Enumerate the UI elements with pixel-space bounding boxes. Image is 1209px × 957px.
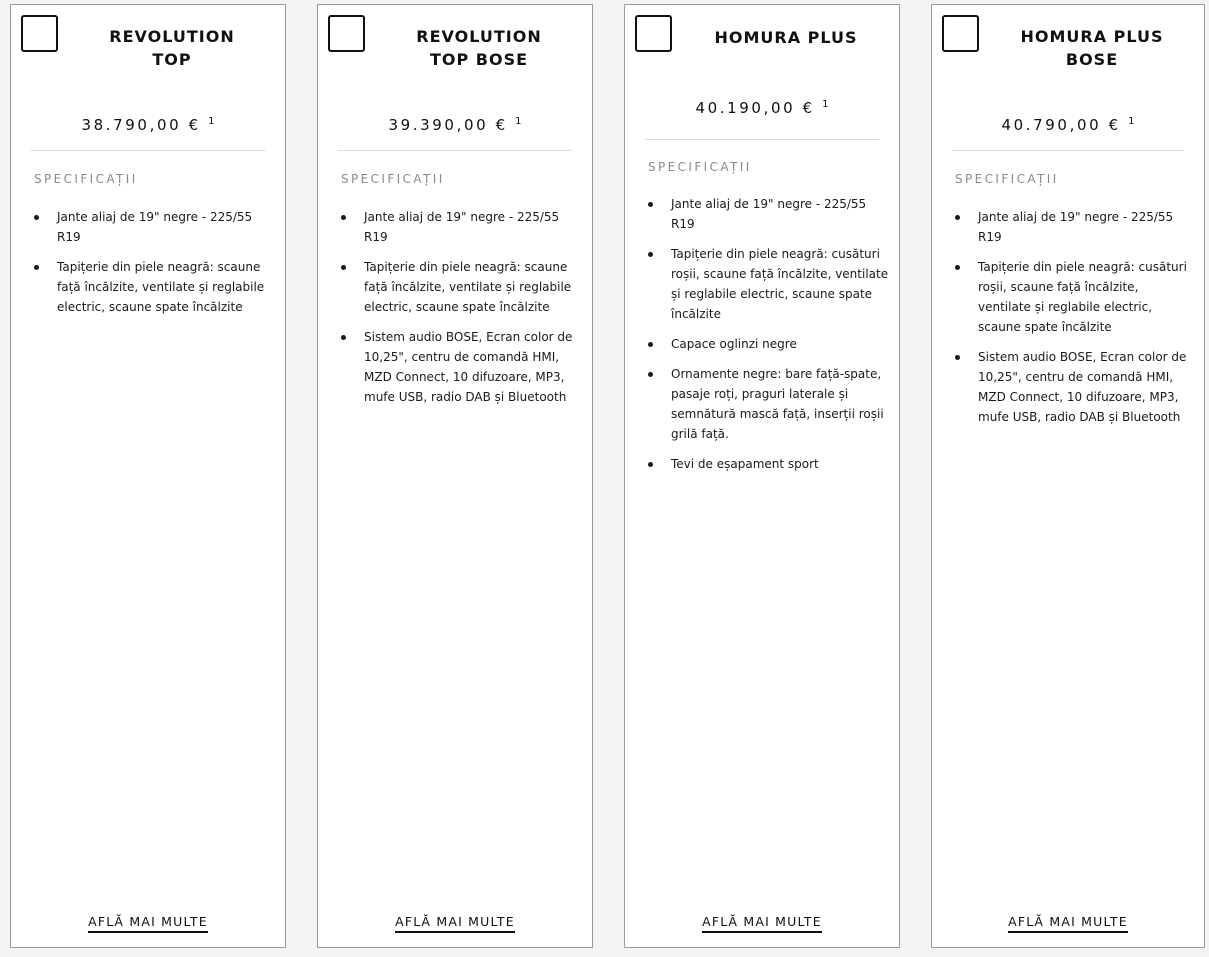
spec-item: Sistem audio BOSE, Ecran color de 10,25", centru de comandă HMI, MZD Connect, 10 difuzoare, MP3, mufe USB, radio DAB și Bluetooth [341, 327, 582, 407]
spec-item: Tapițerie din piele neagră: cusături roșii, scaune față încălzite, ventilate și reglabile electric, scaune spate încălzite [955, 257, 1194, 337]
learn-more-link[interactable]: AFLĂ MAI MULTE [1008, 914, 1128, 933]
compare-checkbox[interactable] [21, 15, 58, 52]
price-footnote: 1 [208, 116, 215, 127]
compare-checkbox[interactable] [328, 15, 365, 52]
compare-checkbox[interactable] [942, 15, 979, 52]
specs-heading: SPECIFICAȚII [34, 172, 138, 186]
trim-title: REVOLUTION TOP BOSE [416, 27, 542, 69]
trim-price [318, 116, 592, 134]
spec-item: Capace oglinzi negre [648, 334, 889, 354]
trim-card-homura-plus [624, 4, 900, 948]
price-value: 40.790,00 € [1001, 116, 1121, 134]
spec-item: Ornamente negre: bare față-spate, pasaje roți, praguri laterale și semnătură mască față, inserții roșii grilă față. [648, 364, 889, 444]
trim-title: HOMURA PLUS [714, 28, 858, 47]
learn-more-link[interactable]: AFLĂ MAI MULTE [702, 914, 822, 933]
learn-more-link[interactable]: AFLĂ MAI MULTE [395, 914, 515, 933]
specs-list [341, 207, 582, 417]
learn-more-container [625, 911, 899, 933]
trim-title: HOMURA PLUS BOSE [1020, 27, 1164, 69]
price-value: 40.190,00 € [695, 99, 815, 117]
divider [31, 150, 265, 151]
trim-card-homura-plus-bose [931, 4, 1205, 948]
specs-heading: SPECIFICAȚII [341, 172, 445, 186]
divider [952, 150, 1184, 151]
specs-heading: SPECIFICAȚII [648, 160, 752, 174]
spec-item: Tapițerie din piele neagră: cusături roșii, scaune față încălzite, ventilate și reglabile electric, scaune spate încălzite [648, 244, 889, 324]
trim-title: REVOLUTION TOP [109, 27, 235, 69]
learn-more-link[interactable]: AFLĂ MAI MULTE [88, 914, 208, 933]
spec-item: Jante aliaj de 19" negre - 225/55 R19 [955, 207, 1194, 247]
divider [645, 139, 879, 140]
learn-more-container [932, 911, 1204, 933]
specs-list [955, 207, 1194, 437]
price-value: 39.390,00 € [388, 116, 508, 134]
spec-item: Tevi de eșapament sport [648, 454, 889, 474]
trim-price [625, 99, 899, 117]
trim-card-revolution-top [10, 4, 286, 948]
trim-card-revolution-top-bose [317, 4, 593, 948]
price-value: 38.790,00 € [81, 116, 201, 134]
specs-list [648, 194, 889, 484]
spec-item: Jante aliaj de 19" negre - 225/55 R19 [341, 207, 582, 247]
spec-item: Jante aliaj de 19" negre - 225/55 R19 [648, 194, 889, 234]
price-footnote: 1 [515, 116, 522, 127]
spec-item: Tapițerie din piele neagră: scaune față încălzite, ventilate și reglabile electric, scaune spate încălzite [341, 257, 582, 317]
specs-list [34, 207, 275, 327]
price-footnote: 1 [1128, 116, 1135, 127]
compare-checkbox[interactable] [635, 15, 672, 52]
spec-item: Sistem audio BOSE, Ecran color de 10,25", centru de comandă HMI, MZD Connect, 10 difuzoare, MP3, mufe USB, radio DAB și Bluetooth [955, 347, 1194, 427]
learn-more-container [318, 911, 592, 933]
price-footnote: 1 [822, 99, 829, 110]
divider [338, 150, 572, 151]
learn-more-container [11, 911, 285, 933]
trim-price [932, 116, 1204, 134]
specs-heading: SPECIFICAȚII [955, 172, 1059, 186]
trim-price [11, 116, 285, 134]
spec-item: Jante aliaj de 19" negre - 225/55 R19 [34, 207, 275, 247]
spec-item: Tapițerie din piele neagră: scaune față încălzite, ventilate și reglabile electric, scaune spate încălzite [34, 257, 275, 317]
